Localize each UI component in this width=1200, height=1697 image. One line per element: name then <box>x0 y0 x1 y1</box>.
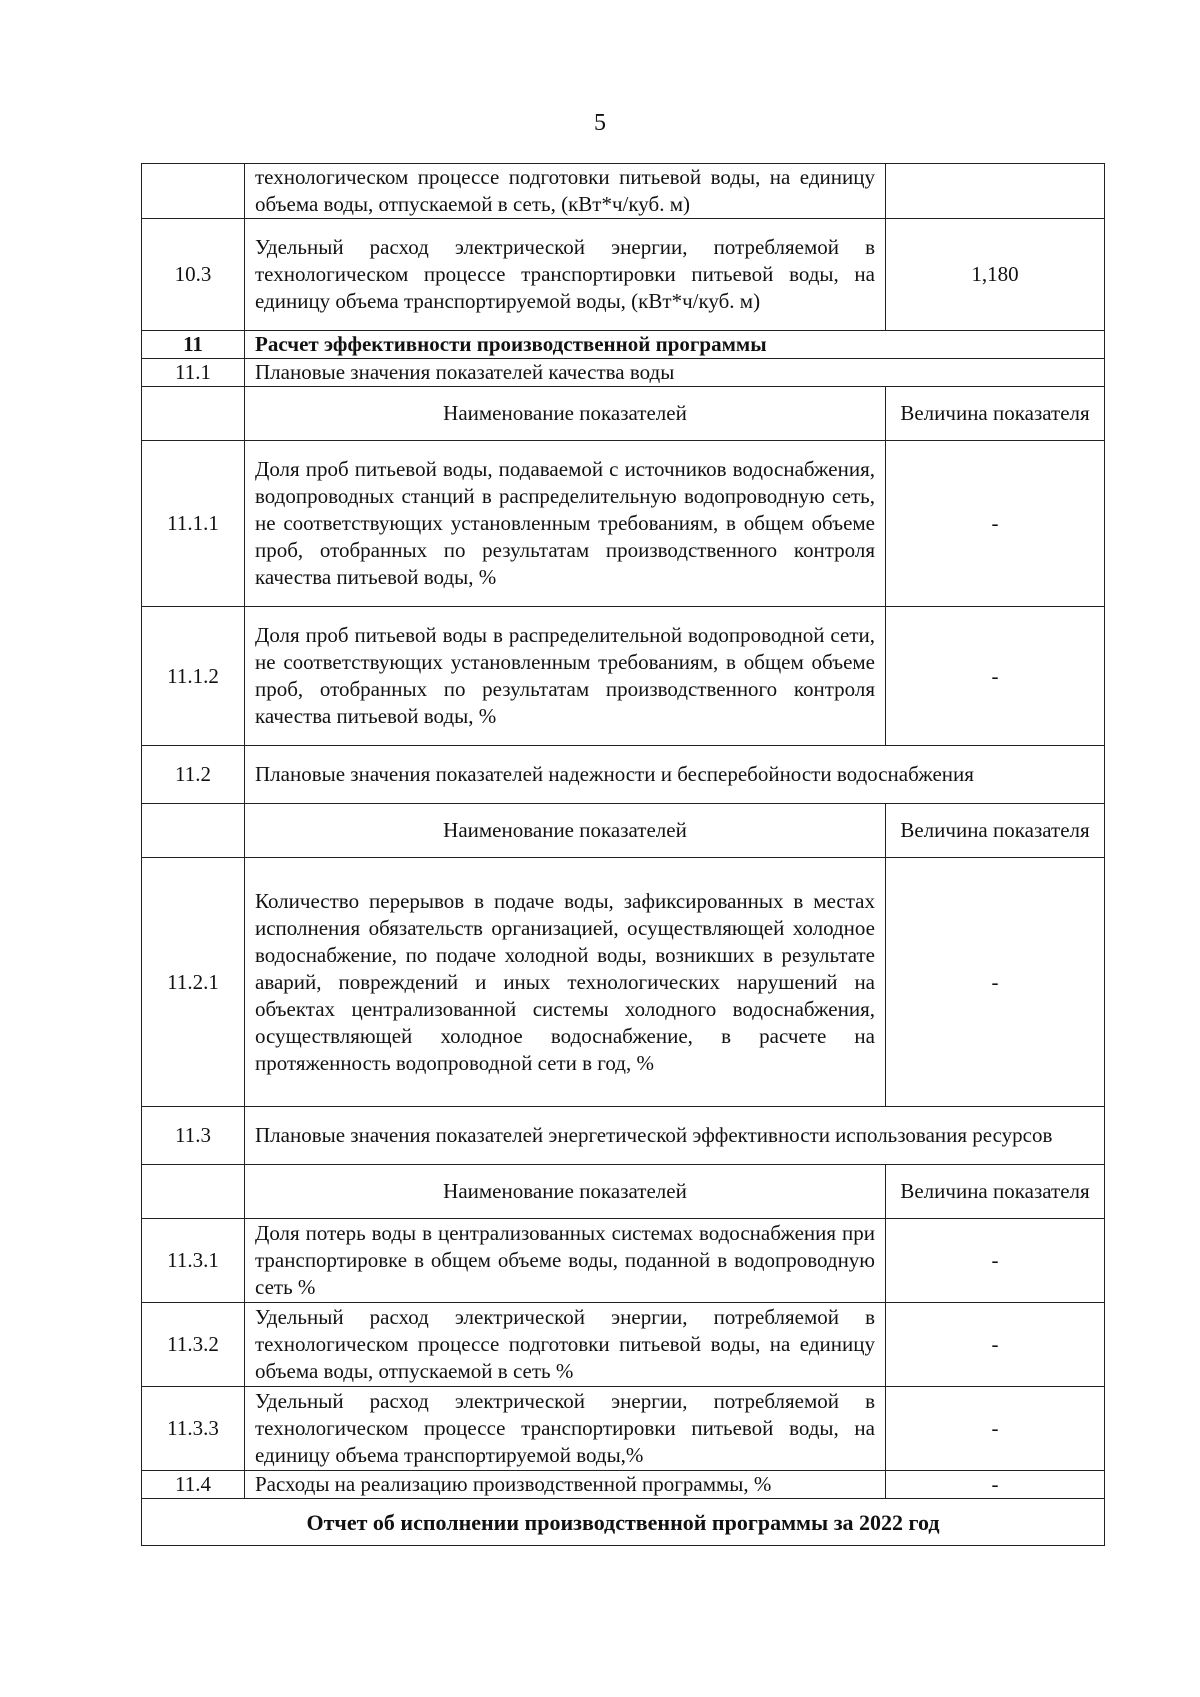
row-number: 11.3.1 <box>142 1219 245 1303</box>
section-row <box>142 1107 1105 1165</box>
section-title: Плановые значения показателей энергетической эффективности использования ресурсов <box>245 1107 1105 1165</box>
row-number: 11.3.2 <box>142 1303 245 1387</box>
section-row <box>142 331 1105 359</box>
indicator-description: Доля проб питьевой воды в распределительной водопроводной сети, не соответствующих установленным требованиям, в общем объеме проб, отобранных по результатам производственного контроля качества питьевой воды, % <box>245 607 886 746</box>
table-row <box>142 1471 1105 1499</box>
section-row <box>142 359 1105 387</box>
section-number: 11 <box>142 331 245 359</box>
empty-cell <box>142 804 245 858</box>
indicator-value: - <box>886 1219 1105 1303</box>
header-row <box>142 804 1105 858</box>
indicator-description: Удельный расход электрической энергии, потребляемой в технологическом процессе подготовки питьевой воды, на единицу объема воды, отпускаемой в сеть % <box>245 1303 886 1387</box>
indicator-description: Количество перерывов в подаче воды, зафиксированных в местах исполнения обязательств организацией, осуществляющей холодное водоснабжение, по подаче холодной воды, возникших в результате аварий, повреждений и иных технологических нарушений на объектах централизованной системы холодного водоснабжения, осуществляющей холодное водоснабжение, в расчете на протяженность водопроводной сети в год, % <box>245 858 886 1107</box>
row-number: 11.1.1 <box>142 441 245 607</box>
table-row <box>142 441 1105 607</box>
table-row <box>142 858 1105 1107</box>
report-footer-title: Отчет об исполнении производственной программы за 2022 год <box>142 1499 1105 1546</box>
column-header-name: Наименование показателей <box>245 387 886 441</box>
table-row <box>142 607 1105 746</box>
indicator-description: Доля потерь воды в централизованных системах водоснабжения при транспортировке в общем объеме воды, поданной в водопроводную сеть % <box>245 1219 886 1303</box>
section-title: Расчет эффективности производственной программы <box>245 331 1105 359</box>
indicator-description: Доля проб питьевой воды, подаваемой с источников водоснабжения, водопроводных станций в распределительную водопроводную сеть, не соответствующих установленным требованиям, в общем объеме проб, отобранных по результатам производственного контроля качества питьевой воды, % <box>245 441 886 607</box>
header-row <box>142 387 1105 441</box>
indicator-value <box>886 164 1105 219</box>
row-number: 11.3.3 <box>142 1387 245 1471</box>
section-row <box>142 746 1105 804</box>
table-row <box>142 164 1105 219</box>
empty-cell <box>142 1165 245 1219</box>
empty-cell <box>142 387 245 441</box>
column-header-name: Наименование показателей <box>245 804 886 858</box>
indicator-value: - <box>886 858 1105 1107</box>
column-header-value: Величина показателя <box>886 1165 1105 1219</box>
table-row <box>142 219 1105 331</box>
section-title: Плановые значения показателей качества воды <box>245 359 1105 387</box>
indicator-value: - <box>886 1387 1105 1471</box>
page-number: 5 <box>594 110 606 136</box>
row-number: 11.1.2 <box>142 607 245 746</box>
section-number: 11.3 <box>142 1107 245 1165</box>
indicator-description: Расходы на реализацию производственной программы, % <box>245 1471 886 1499</box>
table-row <box>142 1219 1105 1303</box>
indicator-description: технологическом процессе подготовки питьевой воды, на единицу объема воды, отпускаемой в сеть, (кВт*ч/куб. м) <box>245 164 886 219</box>
table-row <box>142 1387 1105 1471</box>
column-header-value: Величина показателя <box>886 387 1105 441</box>
row-number: 11.2.1 <box>142 858 245 1107</box>
footer-row <box>142 1499 1105 1546</box>
header-row <box>142 1165 1105 1219</box>
section-number: 11.2 <box>142 746 245 804</box>
row-number: 11.4 <box>142 1471 245 1499</box>
indicator-value: - <box>886 441 1105 607</box>
section-number: 11.1 <box>142 359 245 387</box>
indicators-table <box>141 163 1105 1546</box>
indicator-value: - <box>886 1471 1105 1499</box>
column-header-name: Наименование показателей <box>245 1165 886 1219</box>
section-title: Плановые значения показателей надежности и бесперебойности водоснабжения <box>245 746 1105 804</box>
table-row <box>142 1303 1105 1387</box>
indicator-value: - <box>886 607 1105 746</box>
row-number <box>142 164 245 219</box>
row-number: 10.3 <box>142 219 245 331</box>
indicator-value: - <box>886 1303 1105 1387</box>
column-header-value: Величина показателя <box>886 804 1105 858</box>
indicator-description: Удельный расход электрической энергии, потребляемой в технологическом процессе транспортировки питьевой воды, на единицу объема транспортируемой воды, (кВт*ч/куб. м) <box>245 219 886 331</box>
indicator-value: 1,180 <box>886 219 1105 331</box>
indicator-description: Удельный расход электрической энергии, потребляемой в технологическом процессе транспортировки питьевой воды, на единицу объема транспортируемой воды,% <box>245 1387 886 1471</box>
